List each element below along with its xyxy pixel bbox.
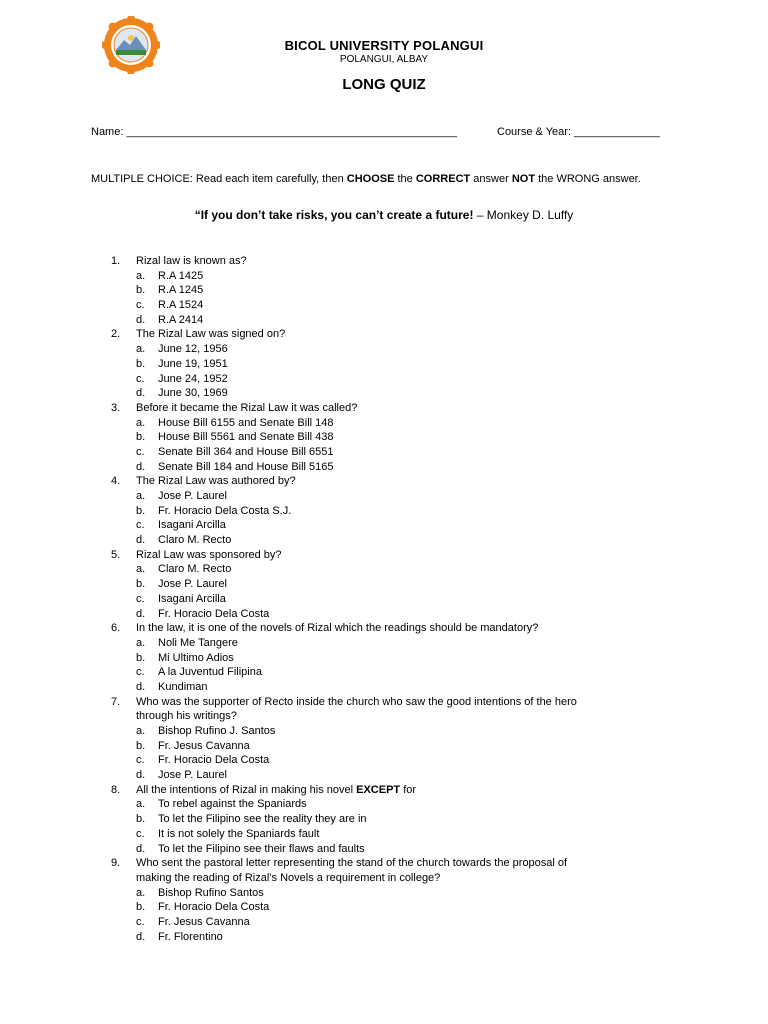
question-text: The Rizal Law was authored by?	[136, 475, 296, 488]
question-line	[0, 474, 768, 489]
answer-option[interactable]	[0, 768, 768, 783]
option-text: House Bill 5561 and Senate Bill 438	[158, 431, 334, 444]
option-text: Mi Ultimo Adios	[158, 651, 234, 664]
answer-option[interactable]	[0, 518, 768, 533]
question-line	[0, 783, 768, 798]
answer-option[interactable]	[0, 797, 768, 812]
option-letter: c.	[136, 827, 145, 840]
question-text: Who sent the pastoral letter representing the stand of the church towards the proposal of	[136, 857, 568, 870]
option-text: Fr. Horacio Dela Costa	[158, 901, 270, 914]
option-letter: a.	[136, 725, 146, 737]
answer-option[interactable]	[0, 636, 768, 651]
option-letter: a.	[136, 269, 146, 282]
option-text: R.A 1425	[158, 269, 204, 282]
question-line	[0, 548, 768, 563]
question-text: In the law, it is one of the novels of Rizal which the readings should be mandatory?	[136, 622, 539, 635]
option-letter: d.	[136, 607, 146, 620]
answer-option[interactable]	[0, 665, 768, 680]
answer-option[interactable]	[0, 886, 768, 901]
answer-option[interactable]	[0, 812, 768, 827]
option-text: June 12, 1956	[158, 343, 228, 356]
quote-author: – Monkey D. Luffy	[473, 208, 574, 222]
answer-option[interactable]	[0, 342, 768, 357]
option-text: Senate Bill 364 and House Bill 6551	[158, 445, 334, 458]
answer-option[interactable]	[0, 313, 768, 328]
answer-option[interactable]	[0, 298, 768, 313]
option-letter: b.	[136, 431, 146, 444]
question-text: The Rizal Law was signed on?	[136, 328, 286, 341]
option-letter: b.	[136, 651, 146, 664]
option-text: To rebel against the Spaniards	[158, 798, 307, 811]
option-text: Isagani Arcilla	[158, 592, 226, 605]
question-text: Rizal law is known as?	[136, 255, 247, 267]
answer-option[interactable]	[0, 651, 768, 666]
option-text: Jose P. Laurel	[158, 769, 227, 782]
answer-option[interactable]	[0, 372, 768, 387]
option-letter: c.	[136, 666, 145, 679]
option-letter: b.	[136, 284, 146, 297]
option-letter: d.	[136, 769, 146, 782]
answer-option[interactable]	[0, 283, 768, 298]
answer-option[interactable]	[0, 445, 768, 460]
option-letter: a.	[136, 343, 146, 356]
question-number: 8.	[111, 783, 121, 796]
option-letter: d.	[136, 680, 146, 693]
option-text: Noli Me Tangere	[158, 636, 238, 649]
option-text: To let the Filipino see the reality they are in	[158, 813, 367, 826]
option-text: Fr. Jesus Cavanna	[158, 739, 250, 752]
option-letter: b.	[136, 813, 146, 826]
option-text: June 19, 1951	[158, 357, 228, 370]
answer-option[interactable]	[0, 753, 768, 768]
question-line	[0, 621, 768, 636]
question-line	[0, 695, 768, 710]
question-text: through his writings?	[136, 710, 237, 723]
option-text: R.A 1524	[158, 299, 204, 312]
course-year-field[interactable]: Course & Year: ______________	[497, 126, 660, 138]
answer-option[interactable]	[0, 900, 768, 915]
option-letter: b.	[136, 357, 146, 370]
page-title: LONG QUIZ	[342, 76, 426, 93]
option-text: Fr. Horacio Dela Costa S.J.	[158, 504, 292, 517]
question-line	[0, 709, 768, 724]
name-field[interactable]: Name: ______________________________________________________	[91, 126, 457, 138]
option-letter: d.	[136, 842, 146, 855]
option-letter: c.	[136, 299, 145, 312]
option-letter: a.	[136, 886, 146, 899]
option-text: To let the Filipino see their flaws and faults	[158, 842, 365, 855]
question-text: All the intentions of Rizal in making his novel EXCEPT for	[136, 783, 417, 796]
question-number: 7.	[111, 695, 121, 708]
option-text: June 24, 1952	[158, 372, 228, 385]
answer-option[interactable]	[0, 930, 768, 945]
question-line	[0, 254, 768, 269]
option-text: Claro M. Recto	[158, 534, 232, 547]
answer-option[interactable]	[0, 416, 768, 431]
option-letter: c.	[136, 915, 145, 928]
answer-option[interactable]	[0, 607, 768, 622]
option-letter: a.	[136, 416, 146, 429]
quote-text: “If you don’t take risks, you can’t create a future!	[194, 208, 474, 222]
option-letter: c.	[136, 592, 145, 605]
option-letter: b.	[136, 901, 146, 914]
option-text: R.A 2414	[158, 313, 204, 326]
option-text: Jose P. Laurel	[158, 578, 227, 591]
option-letter: a.	[136, 636, 146, 649]
answer-option[interactable]	[0, 562, 768, 577]
answer-option[interactable]	[0, 842, 768, 857]
option-letter: d.	[136, 930, 146, 943]
option-text: Jose P. Laurel	[158, 490, 227, 502]
option-letter: a.	[136, 563, 146, 576]
answer-option[interactable]	[0, 827, 768, 842]
option-letter: b.	[136, 578, 146, 591]
option-text: Isagani Arcilla	[158, 519, 226, 532]
question-text: making the reading of Rizal’s Novels a requirement in college?	[136, 871, 441, 884]
option-text: Senate Bill 184 and House Bill 5165	[158, 460, 334, 473]
option-text: June 30, 1969	[158, 387, 228, 400]
question-number: 5.	[111, 548, 121, 561]
option-letter: c.	[136, 519, 145, 532]
question-line	[0, 871, 768, 886]
option-text: Bishop Rufino J. Santos	[158, 725, 276, 737]
option-text: It is not solely the Spaniards fault	[158, 827, 320, 840]
question-list	[0, 254, 768, 944]
school-name: BICOL UNIVERSITY POLANGUI	[284, 38, 484, 53]
question-number: 1.	[111, 255, 121, 267]
option-letter: c.	[136, 372, 145, 385]
option-letter: d.	[136, 460, 146, 473]
answer-option[interactable]	[0, 386, 768, 401]
option-letter: b.	[136, 504, 146, 517]
option-text: Fr. Horacio Dela Costa	[158, 607, 270, 620]
option-text: House Bill 6155 and Senate Bill 148	[158, 416, 334, 429]
question-line	[0, 327, 768, 342]
answer-option[interactable]	[0, 357, 768, 372]
question-line	[0, 856, 768, 871]
answer-option[interactable]	[0, 269, 768, 284]
question-text: Before it became the Rizal Law it was called?	[136, 401, 358, 414]
option-letter: c.	[136, 445, 145, 458]
option-letter: a.	[136, 798, 146, 811]
option-letter: d.	[136, 534, 146, 547]
option-letter: d.	[136, 313, 146, 326]
option-text: Bishop Rufino Santos	[158, 886, 264, 899]
answer-option[interactable]	[0, 577, 768, 592]
school-location: POLANGUI, ALBAY	[339, 54, 429, 65]
answer-option[interactable]	[0, 489, 768, 504]
answer-option[interactable]	[0, 739, 768, 754]
option-letter: b.	[136, 739, 146, 752]
answer-option[interactable]	[0, 592, 768, 607]
question-text: Who was the supporter of Recto inside the church who saw the good intentions of the hero	[136, 695, 577, 708]
question-number: 9.	[111, 857, 121, 870]
answer-option[interactable]	[0, 533, 768, 548]
question-number: 6.	[111, 622, 121, 635]
option-text: Kundiman	[158, 680, 208, 693]
answer-option[interactable]	[0, 915, 768, 930]
question-number: 4.	[111, 475, 121, 488]
option-text: A la Juventud Filipina	[158, 666, 262, 679]
answer-option[interactable]	[0, 460, 768, 475]
question-line	[0, 401, 768, 416]
question-number: 2.	[111, 328, 121, 341]
option-text: Claro M. Recto	[158, 563, 232, 576]
option-letter: a.	[136, 490, 146, 502]
option-letter: d.	[136, 387, 146, 400]
answer-option[interactable]	[0, 724, 768, 739]
answer-option[interactable]	[0, 504, 768, 519]
option-text: Fr. Jesus Cavanna	[158, 915, 250, 928]
motivational-quote	[0, 208, 768, 222]
answer-option[interactable]	[0, 430, 768, 445]
answer-option[interactable]	[0, 680, 768, 695]
option-text: Fr. Horacio Dela Costa	[158, 754, 270, 767]
instructions: MULTIPLE CHOICE: Read each item carefully, then CHOOSE the CORRECT answer NOT the WRONG answer.	[91, 173, 641, 185]
question-number: 3.	[111, 401, 121, 414]
question-text: Rizal Law was sponsored by?	[136, 548, 282, 561]
option-letter: c.	[136, 754, 145, 767]
option-text: Fr. Florentino	[158, 930, 223, 943]
option-text: R.A 1245	[158, 284, 204, 297]
